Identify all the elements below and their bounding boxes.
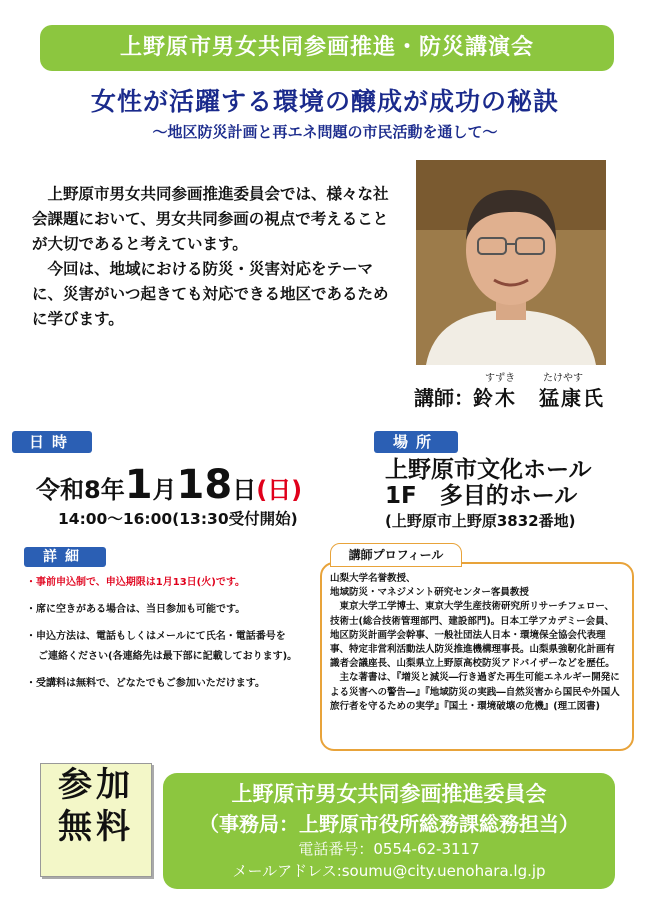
- date-month: 1: [124, 462, 153, 508]
- intro-paragraph-1: 上野原市男女共同参画推進委員会では、様々な社会課題において、男女共同参画の視点で考えることが大切であると考えています。: [32, 185, 389, 253]
- event-date: [36, 462, 302, 508]
- intro-text: [32, 182, 402, 332]
- date-day: 18: [176, 462, 233, 508]
- list-item: ・席に空きがある場合は、当日参加も可能です。: [26, 604, 246, 615]
- list-item: ・事前申込制で、申込期限は1月13日(火)です。: [26, 577, 246, 588]
- details-list: [26, 576, 316, 704]
- list-item: ・申込方法は、電話もしくはメールにて氏名・電話番号を: [26, 631, 286, 642]
- list-item: ご連絡ください(各連絡先は最下部に記載しております)。: [38, 651, 298, 662]
- event-banner: 上野原市男女共同参画推進・防災講演会: [40, 25, 614, 71]
- sub-title: ～地区防災計画と再エネ問題の市民活動を通して～: [152, 123, 498, 141]
- profile-line: 地域防災・マネジメント研究センター客員教授: [330, 587, 529, 599]
- date-era-year: 令和8年: [36, 476, 125, 504]
- event-time: 14:00～16:00(13:30受付開始): [58, 510, 298, 528]
- main-title: 女性が活躍する環境の醸成が成功の秘訣: [90, 87, 559, 116]
- intro-paragraph-2: 今回は、地域における防災・災害対応をテーマに、災害がいつ起きても対応できる地区であるために学びます。: [32, 260, 389, 328]
- profile-tag: 講師プロフィール: [330, 543, 462, 567]
- profile-line: 山梨大学名誉教授、: [330, 573, 416, 584]
- profile-text: [330, 572, 622, 714]
- date-tag: 日時: [12, 431, 92, 453]
- profile-line: 東京大学工学博士、東京大学生産技術研究所リサーチフェロー、技術士(総合技術管理部門、建設部門)。日本工学アカデミー会員、地区防災計画学会幹事、一般社団法人日本・環境保全協会代表理事、特定非営利活動法人防災推進機構理事長。山梨県強靭化計画有識者会議座長、山梨県立上野原高校防災アドバイザーなどを歴任。: [330, 601, 616, 670]
- venue-room: 1F 多目的ホール: [385, 483, 578, 509]
- details-tag: 詳細: [24, 547, 106, 567]
- free-admission-badge: [40, 763, 152, 877]
- speaker-ruby-given: たけやす: [543, 373, 583, 384]
- speaker-honorific: 氏: [583, 386, 603, 410]
- date-month-unit: 月: [152, 476, 177, 504]
- venue-name: 上野原市文化ホール: [385, 457, 592, 483]
- speaker-portrait-icon: [416, 160, 606, 365]
- organizer-name: 上野原市男女共同参画推進委員会: [231, 782, 547, 806]
- list-item: ・受講料は無料で、どなたでもご参加いただけます。: [26, 678, 265, 689]
- speaker-ruby-family: すずき: [485, 373, 516, 384]
- contact-email: メールアドレス:soumu@city.uenohara.lg.jp: [232, 862, 546, 880]
- date-weekday: (日): [256, 476, 303, 504]
- speaker-photo: [416, 160, 606, 365]
- speaker-label: 講師：: [414, 386, 474, 410]
- free-badge-line-2: 無料: [58, 807, 134, 847]
- profile-line: 主な著書は、『増災と減災―行き過ぎた再生可能エネルギー開発による災害への警告―』『地域防災の実践―自然災害から国民や外国人旅行者を守るための実学』『国土・環境破壊の危機』(理工図書): [330, 672, 620, 712]
- organizer-office: （事務局：上野原市役所総務課総務担当）: [199, 812, 579, 836]
- speaker-name: 鈴木 猛康: [473, 386, 583, 410]
- venue-address: (上野原市上野原3832番地): [385, 512, 576, 530]
- free-badge-line-1: 参加: [58, 765, 134, 805]
- date-day-unit: 日: [232, 476, 257, 504]
- venue-tag: 場所: [374, 431, 458, 453]
- contact-phone: 電話番号：0554-62-3117: [298, 840, 480, 858]
